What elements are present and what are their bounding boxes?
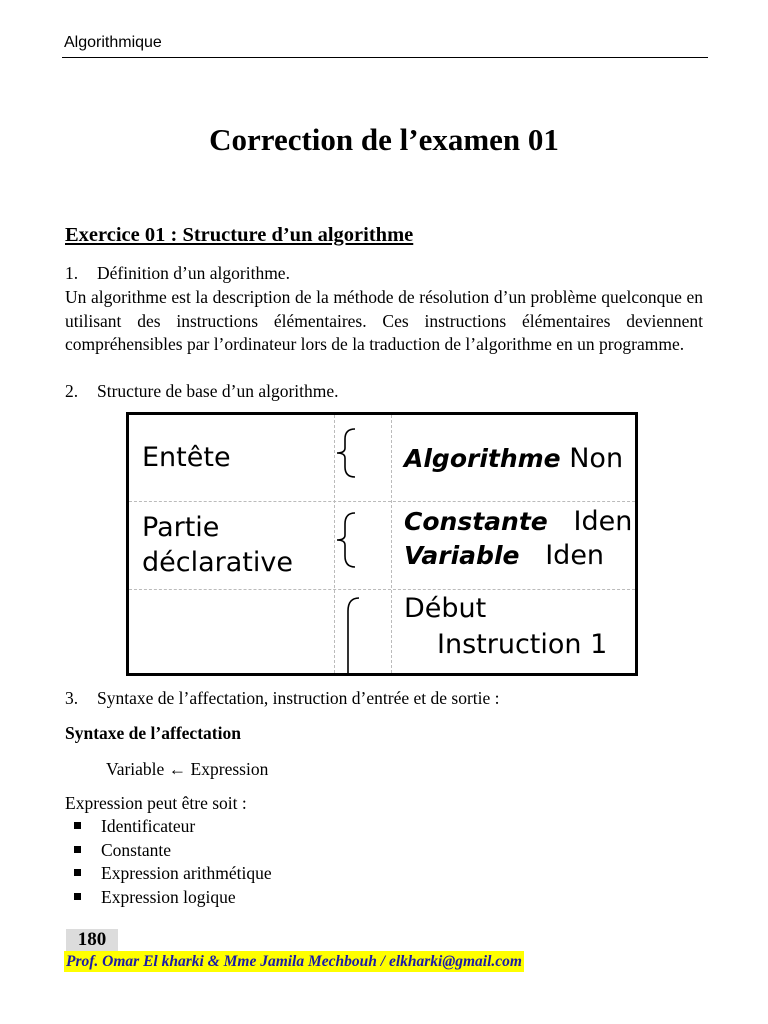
running-header: Algorithmique — [64, 34, 162, 51]
item-3 — [65, 687, 500, 711]
affectation-formula: Variable ← Expression — [106, 759, 269, 779]
figure-row1-keyword: Algorithme — [404, 444, 561, 473]
bullet-square-icon — [74, 869, 81, 876]
figure-row1-value: Non — [569, 443, 624, 474]
item-1-text: Définition d’un algorithme. — [97, 263, 290, 283]
figure-row2-content-line1 — [404, 506, 632, 537]
figure-row2-label-line2: déclarative — [142, 547, 293, 578]
item-3-text: Syntaxe de l’affectation, instruction d’entrée et de sortie : — [97, 688, 500, 708]
bullet-square-icon — [74, 846, 81, 853]
bullet-square-icon — [74, 893, 81, 900]
bullet-square-icon — [74, 822, 81, 829]
item-1 — [65, 262, 290, 286]
brace-icon — [333, 427, 359, 479]
list-item: Identificateur — [74, 815, 272, 839]
figure-row2-value1: Iden — [573, 506, 633, 537]
figure-row2-keyword1: Constante — [404, 507, 548, 536]
footer-authors: Prof. Omar El kharki & Mme Jamila Mechbouh / elkharki@gmail.com — [66, 953, 522, 970]
figure-row2-content-line2 — [404, 540, 604, 571]
item-1-number: 1. — [65, 263, 79, 283]
list-item: Constante — [74, 839, 272, 863]
list-item: Expression arithmétique — [74, 862, 272, 886]
brace-icon — [335, 595, 361, 676]
item-2-text: Structure de base d’un algorithme. — [97, 381, 339, 401]
affectation-subheading: Syntaxe de l’affectation — [65, 723, 241, 743]
figure-row1-content — [404, 443, 623, 474]
page-number: 180 — [66, 929, 118, 951]
figure-row2-value2: Iden — [545, 540, 605, 571]
expression-intro: Expression peut être soit : — [65, 793, 247, 813]
item-3-number: 3. — [65, 688, 79, 708]
figure-row1-label: Entête — [142, 442, 231, 473]
page-title: Correction de l’examen 01 — [209, 122, 559, 157]
figure-column-divider — [391, 415, 392, 673]
definition-paragraph: Un algorithme est la description de la méthode de résolution d’un problème quelconque en utilisant des instructions élémentaires. Ces instructions élémentaires deviennent compréhensibles par l’ordinateur lors de la traduction de l’algorithme en un programme. — [65, 287, 703, 354]
header-rule — [62, 57, 708, 58]
figure-row3-line1: Début — [404, 593, 487, 624]
figure-row2-label-line1: Partie — [142, 512, 220, 543]
figure-row-divider — [129, 501, 635, 502]
exercise-title: Exercice 01 : Structure d’un algorithme — [65, 224, 414, 246]
expression-list — [74, 815, 272, 909]
figure-row-divider — [129, 589, 635, 590]
algorithm-structure-figure — [126, 412, 638, 676]
item-2-number: 2. — [65, 381, 79, 401]
list-item: Expression logique — [74, 886, 272, 910]
figure-row3-line2: Instruction 1 — [437, 629, 608, 660]
item-2 — [65, 380, 339, 404]
figure-row2-keyword2: Variable — [404, 541, 520, 570]
brace-icon — [333, 511, 359, 569]
